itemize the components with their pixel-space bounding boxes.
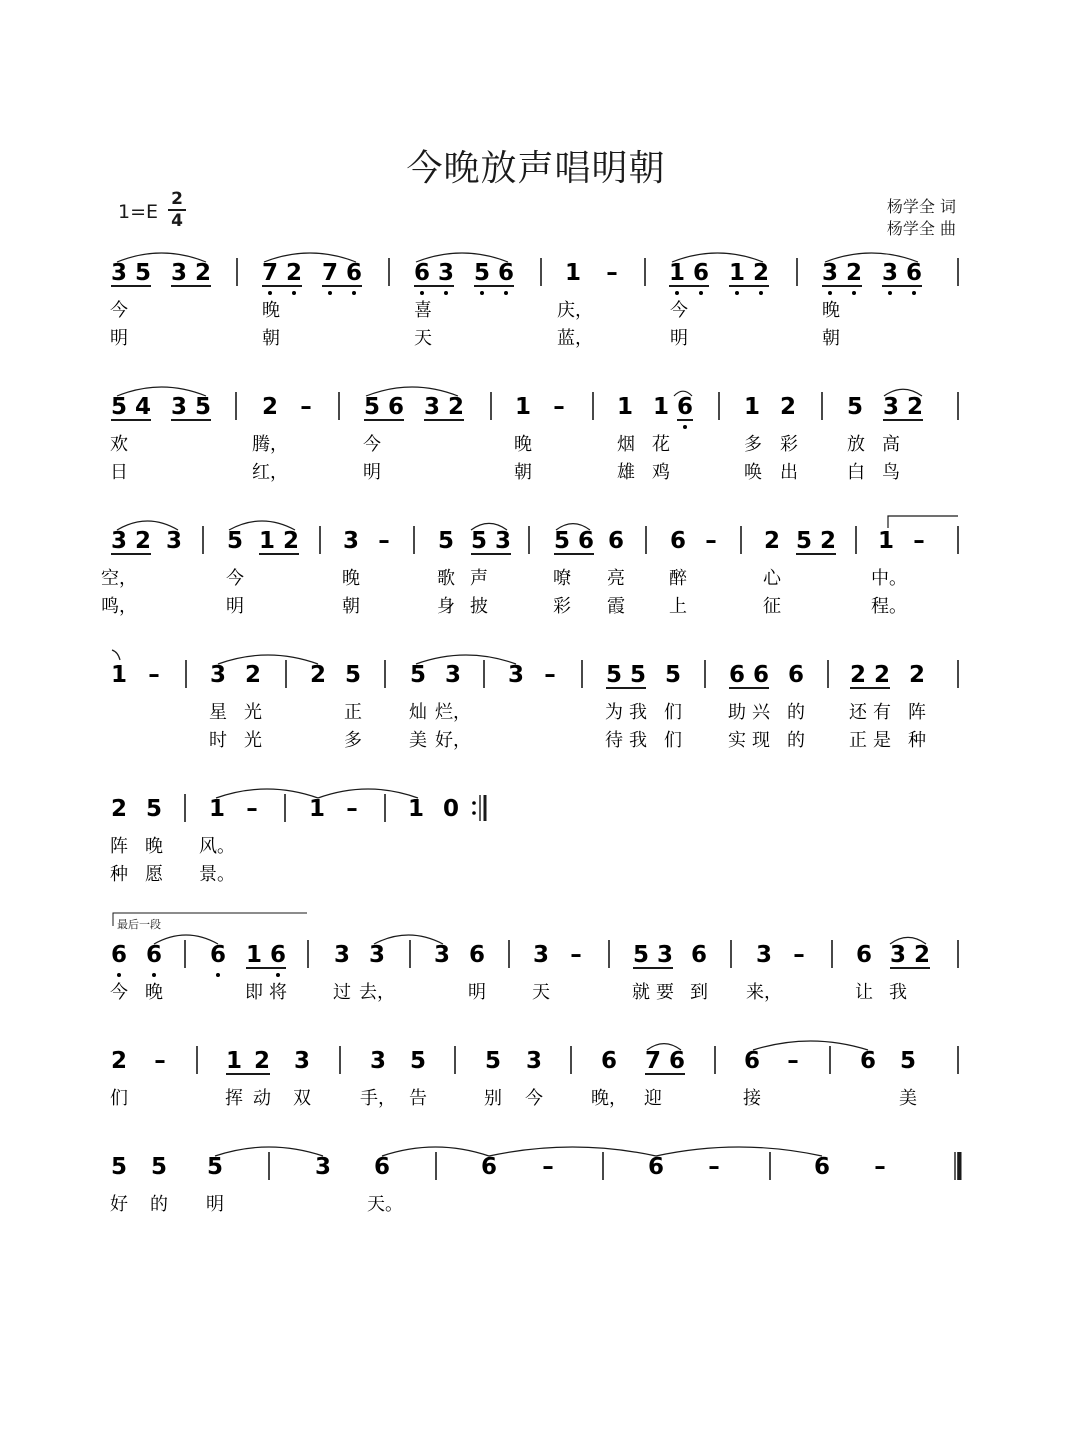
note: 3 [209, 662, 227, 688]
note: 2 [309, 662, 327, 688]
note: 6 [813, 1154, 831, 1180]
sustain-dash: – [570, 942, 582, 968]
note: 2 [194, 260, 212, 286]
octave-dot [699, 291, 703, 295]
octave-dot [152, 973, 156, 977]
note: 4 [134, 394, 152, 420]
lyric-char: 晚 [514, 434, 532, 455]
lyric-char: 中。 [871, 568, 907, 589]
lyric-char: 放 [847, 434, 865, 455]
note: 5 [605, 662, 623, 688]
lyric-char: 正 [344, 702, 362, 723]
note: 5 [795, 528, 813, 554]
lyric-char: 接 [743, 1088, 761, 1109]
octave-dot [420, 291, 424, 295]
note: 3 [882, 394, 900, 420]
note: 2 [261, 394, 279, 420]
note: 5 [629, 662, 647, 688]
lyric-char: 霞 [607, 596, 625, 617]
octave-dot [828, 291, 832, 295]
note: 6 [855, 942, 873, 968]
lyric-char: 欢 [110, 434, 128, 455]
lyric-char: 歌 [437, 568, 455, 589]
sustain-dash: – [606, 260, 618, 286]
note: 2 [110, 796, 128, 822]
note: 3 [656, 942, 674, 968]
sustain-dash: – [793, 942, 805, 968]
slur [416, 655, 516, 664]
slur [318, 789, 418, 798]
sustain-dash: – [544, 662, 556, 688]
lyric-char: 动 [253, 1088, 271, 1109]
lyric-char: 花 [652, 434, 670, 455]
lyric-char: 多 [744, 434, 762, 455]
lyric-char: 披 [470, 596, 488, 617]
lyric-char: 今 [363, 434, 381, 455]
lyric-char: 们 [110, 1088, 128, 1109]
lyric-char: 明 [226, 596, 244, 617]
lyric-char: 即 [245, 982, 263, 1003]
lyric-char: 雄 [617, 462, 635, 483]
lyric-char: 好， [435, 730, 471, 751]
note: 1 [877, 528, 895, 554]
note: 5 [150, 1154, 168, 1180]
lyric-char: 我 [889, 982, 907, 1003]
lyric-char: 彩 [780, 434, 798, 455]
lyric-char: 实 [728, 730, 746, 751]
octave-dot [683, 425, 687, 429]
lyric-char: 蓝， [557, 328, 593, 349]
sustain-dash: – [913, 528, 925, 554]
note: 5 [226, 528, 244, 554]
lyric-char: 还 [849, 702, 867, 723]
lyric-char: 将 [269, 982, 287, 1003]
lyric-char: 白 [847, 462, 865, 483]
lyric-char: 腾， [252, 434, 288, 455]
note: 1 [652, 394, 670, 420]
lyric-char: 景。 [199, 864, 235, 885]
lyric-char: 兴 [752, 702, 770, 723]
note: 3 [369, 1048, 387, 1074]
lyricist-credit: 杨学全 词 [886, 197, 956, 216]
lyric-char: 朝 [822, 328, 840, 349]
lyric-char: 阵 [908, 702, 926, 723]
note: 2 [752, 260, 770, 286]
time-signature-top: 2 [171, 189, 183, 209]
lyric-char: 日 [110, 462, 128, 483]
final-section-label: 最后一段 [117, 918, 161, 931]
note: 3 [293, 1048, 311, 1074]
note: 5 [664, 662, 682, 688]
lyric-char: 天。 [367, 1194, 403, 1215]
sustain-dash: – [154, 1048, 166, 1074]
repeat-dot [472, 811, 476, 815]
octave-dot [852, 291, 856, 295]
note: 5 [437, 528, 455, 554]
lyric-char: 有 [873, 702, 891, 723]
lyric-char: 让 [855, 982, 873, 1003]
repeat-dot [472, 801, 476, 805]
lyric-char: 我 [629, 730, 647, 751]
note: 5 [110, 1154, 128, 1180]
sustain-dash: – [708, 1154, 720, 1180]
lyric-char: 心 [763, 568, 781, 589]
slur [656, 1147, 822, 1156]
octave-dot [328, 291, 332, 295]
lyric-char: 今 [110, 982, 128, 1003]
note: 6 [647, 1154, 665, 1180]
lyric-char: 就 [632, 982, 650, 1003]
octave-dot [292, 291, 296, 295]
note: 1 [743, 394, 761, 420]
note: 6 [145, 942, 163, 968]
lyric-char: 鸡 [652, 462, 670, 483]
lyric-char: 晚 [262, 300, 280, 321]
lyric-char: 时 [209, 730, 227, 751]
note: 2 [779, 394, 797, 420]
note: 5 [470, 528, 488, 554]
note: 6 [269, 942, 287, 968]
note: 6 [345, 260, 363, 286]
note: 6 [743, 1048, 761, 1074]
note: 6 [497, 260, 515, 286]
note: 2 [873, 662, 891, 688]
sustain-dash: – [874, 1154, 886, 1180]
lyric-char: 今 [226, 568, 244, 589]
note: 2 [819, 528, 837, 554]
lyric-char: 双 [293, 1088, 311, 1109]
lyric-char: 空， [101, 568, 137, 589]
octave-dot [268, 291, 272, 295]
note: 3 [437, 260, 455, 286]
song-title: 今晚放声唱明朝 [406, 148, 666, 189]
note: 2 [282, 528, 300, 554]
lyric-char: 好 [110, 1194, 128, 1215]
lyric-char: 身 [437, 596, 455, 617]
note: 6 [413, 260, 431, 286]
slur [753, 1041, 868, 1050]
note: 1 [564, 260, 582, 286]
lyric-char: 征 [763, 596, 781, 617]
key-signature: 1=E [118, 201, 159, 223]
lyric-char: 朝 [342, 596, 360, 617]
lyric-char: 烟 [617, 434, 635, 455]
octave-dot [912, 291, 916, 295]
lyric-char: 庆， [557, 300, 593, 321]
note: 7 [644, 1048, 662, 1074]
note: 2 [244, 662, 262, 688]
note: 5 [473, 260, 491, 286]
octave-dot [444, 291, 448, 295]
lyric-char: 们 [664, 730, 682, 751]
note: 5 [899, 1048, 917, 1074]
lyric-char: 美 [409, 730, 427, 751]
slur [489, 1147, 656, 1156]
slur [672, 253, 763, 262]
note: 3 [889, 942, 907, 968]
octave-dot [117, 973, 121, 977]
lyric-char: 烂， [435, 702, 471, 723]
note: 3 [368, 942, 386, 968]
lyric-char: 正 [849, 730, 867, 751]
note: 3 [881, 260, 899, 286]
lyric-char: 红， [252, 462, 288, 483]
octave-dot [675, 291, 679, 295]
octave-dot [352, 291, 356, 295]
note: 2 [849, 662, 867, 688]
note: 3 [821, 260, 839, 286]
note: 3 [110, 528, 128, 554]
note: 6 [607, 528, 625, 554]
time-signature-bottom: 4 [171, 211, 183, 231]
lyric-char: 明 [110, 328, 128, 349]
lyric-char: 亮 [607, 568, 625, 589]
lyric-char: 程。 [871, 596, 907, 617]
slur [154, 935, 218, 944]
lyric-char: 喜 [414, 300, 432, 321]
lyric-char: 助 [728, 702, 746, 723]
slur [218, 655, 318, 664]
lyric-char: 出 [780, 462, 798, 483]
sustain-dash: – [787, 1048, 799, 1074]
note: 6 [480, 1154, 498, 1180]
lyric-char: 的 [150, 1194, 168, 1215]
lyric-char: 风。 [199, 836, 235, 857]
note: 2 [908, 662, 926, 688]
lyric-char: 声 [470, 568, 488, 589]
note: 5 [846, 394, 864, 420]
note: 2 [134, 528, 152, 554]
lyric-char: 今 [525, 1088, 543, 1109]
note: 2 [906, 394, 924, 420]
lyric-char: 多 [344, 730, 362, 751]
note: 3 [507, 662, 525, 688]
lyric-char: 告 [409, 1088, 427, 1109]
octave-dot [480, 291, 484, 295]
lyric-char: 天 [414, 328, 432, 349]
note: 1 [728, 260, 746, 286]
slur [825, 253, 918, 262]
note: 1 [308, 796, 326, 822]
lyric-char: 种 [110, 864, 128, 885]
sustain-dash: – [542, 1154, 554, 1180]
note: 6 [692, 260, 710, 286]
lyric-char: 朝 [262, 328, 280, 349]
lyric-char: 待 [605, 730, 623, 751]
lyric-char: 晚 [145, 836, 163, 857]
note: 1 [110, 662, 128, 688]
lyric-char: 嘹 [553, 568, 571, 589]
lyric-char: 鸣， [101, 596, 137, 617]
note: 3 [755, 942, 773, 968]
note: 2 [110, 1048, 128, 1074]
note: 3 [444, 662, 462, 688]
note: 3 [423, 394, 441, 420]
note: 3 [170, 394, 188, 420]
note: 5 [145, 796, 163, 822]
lyric-char: 鸟 [882, 462, 900, 483]
note: 1 [245, 942, 263, 968]
note: 3 [342, 528, 360, 554]
note: 2 [447, 394, 465, 420]
lyric-char: 星 [209, 702, 227, 723]
lyric-char: 灿 [409, 702, 427, 723]
lyric-char: 过 [333, 982, 351, 1003]
lyric-char: 上 [669, 596, 687, 617]
note: 6 [668, 1048, 686, 1074]
octave-dot [759, 291, 763, 295]
lyric-char: 明 [468, 982, 486, 1003]
note: 7 [321, 260, 339, 286]
sustain-dash: – [553, 394, 565, 420]
note: 1 [514, 394, 532, 420]
lyric-char: 高 [882, 434, 900, 455]
note: 5 [206, 1154, 224, 1180]
lyric-char: 挥 [225, 1088, 243, 1109]
note: 5 [409, 1048, 427, 1074]
lyric-char: 们 [664, 702, 682, 723]
lyric-char: 别 [484, 1088, 502, 1109]
note: 1 [668, 260, 686, 286]
lyric-char: 迎 [644, 1088, 662, 1109]
sustain-dash: – [705, 528, 717, 554]
final-section-bracket [113, 913, 307, 926]
note: 1 [258, 528, 276, 554]
composer-credit: 杨学全 曲 [886, 219, 956, 238]
lyric-char: 今 [110, 300, 128, 321]
lyric-char: 今 [670, 300, 688, 321]
lyric-char: 愿 [145, 864, 163, 885]
note: 3 [532, 942, 550, 968]
lyric-char: 是 [873, 730, 891, 751]
sustain-dash: – [148, 662, 160, 688]
sustain-dash: – [378, 528, 390, 554]
note: 2 [253, 1048, 271, 1074]
sustain-dash: – [346, 796, 358, 822]
note: 5 [553, 528, 571, 554]
lyric-char: 醉 [669, 568, 687, 589]
lyric-char: 唤 [744, 462, 762, 483]
lyric-char: 的 [787, 730, 805, 751]
sustain-dash: – [246, 796, 258, 822]
lyric-char: 手， [360, 1088, 396, 1109]
octave-dot [735, 291, 739, 295]
lyric-char: 晚， [591, 1088, 627, 1109]
note: 5 [363, 394, 381, 420]
lyric-char: 我 [629, 702, 647, 723]
note: 3 [165, 528, 183, 554]
note: 6 [690, 942, 708, 968]
lyric-char: 彩 [553, 596, 571, 617]
lyric-char: 晚 [822, 300, 840, 321]
note: 6 [468, 942, 486, 968]
note: 5 [134, 260, 152, 286]
lyric-char: 晚 [342, 568, 360, 589]
note: 5 [632, 942, 650, 968]
note: 6 [728, 662, 746, 688]
note: 1 [407, 796, 425, 822]
octave-dot [216, 973, 220, 977]
note: 6 [676, 394, 694, 420]
lyric-char: 明 [363, 462, 381, 483]
note: 3 [110, 260, 128, 286]
tie-continuation [112, 650, 120, 660]
note: 5 [194, 394, 212, 420]
note: 6 [577, 528, 595, 554]
lyric-char: 为 [605, 702, 623, 723]
note: 3 [525, 1048, 543, 1074]
lyric-char: 到 [690, 982, 708, 1003]
note: 0 [442, 796, 460, 822]
slur [117, 387, 206, 396]
lyric-char: 美 [899, 1088, 917, 1109]
note: 5 [110, 394, 128, 420]
lyric-char: 的 [787, 702, 805, 723]
note: 6 [859, 1048, 877, 1074]
note: 2 [285, 260, 303, 286]
lyric-char: 明 [206, 1194, 224, 1215]
note: 3 [314, 1154, 332, 1180]
note: 7 [261, 260, 279, 286]
lyric-char: 现 [752, 730, 770, 751]
octave-dot [504, 291, 508, 295]
note: 3 [333, 942, 351, 968]
note: 3 [170, 260, 188, 286]
lyric-char: 朝 [514, 462, 532, 483]
note: 6 [787, 662, 805, 688]
note: 3 [494, 528, 512, 554]
note: 2 [845, 260, 863, 286]
slur [216, 789, 318, 798]
note: 6 [373, 1154, 391, 1180]
octave-dot [276, 973, 280, 977]
lyric-char: 要 [656, 982, 674, 1003]
volta-bracket [888, 516, 958, 528]
note: 6 [669, 528, 687, 554]
note: 1 [616, 394, 634, 420]
lyric-char: 来， [746, 982, 782, 1003]
note: 6 [752, 662, 770, 688]
lyric-char: 去， [359, 982, 395, 1003]
note: 3 [433, 942, 451, 968]
lyric-char: 种 [908, 730, 926, 751]
note: 6 [905, 260, 923, 286]
note: 6 [387, 394, 405, 420]
note: 2 [913, 942, 931, 968]
octave-dot [888, 291, 892, 295]
lyric-char: 光 [244, 702, 262, 723]
note: 6 [110, 942, 128, 968]
lyric-char: 天 [532, 982, 550, 1003]
note: 2 [763, 528, 781, 554]
sustain-dash: – [300, 394, 312, 420]
note: 1 [225, 1048, 243, 1074]
note: 6 [600, 1048, 618, 1074]
lyric-char: 光 [244, 730, 262, 751]
slur [117, 253, 206, 262]
note: 5 [484, 1048, 502, 1074]
note: 6 [209, 942, 227, 968]
note: 5 [409, 662, 427, 688]
lyric-char: 晚 [145, 982, 163, 1003]
note: 1 [208, 796, 226, 822]
note: 5 [344, 662, 362, 688]
lyric-char: 阵 [110, 836, 128, 857]
lyric-char: 明 [670, 328, 688, 349]
